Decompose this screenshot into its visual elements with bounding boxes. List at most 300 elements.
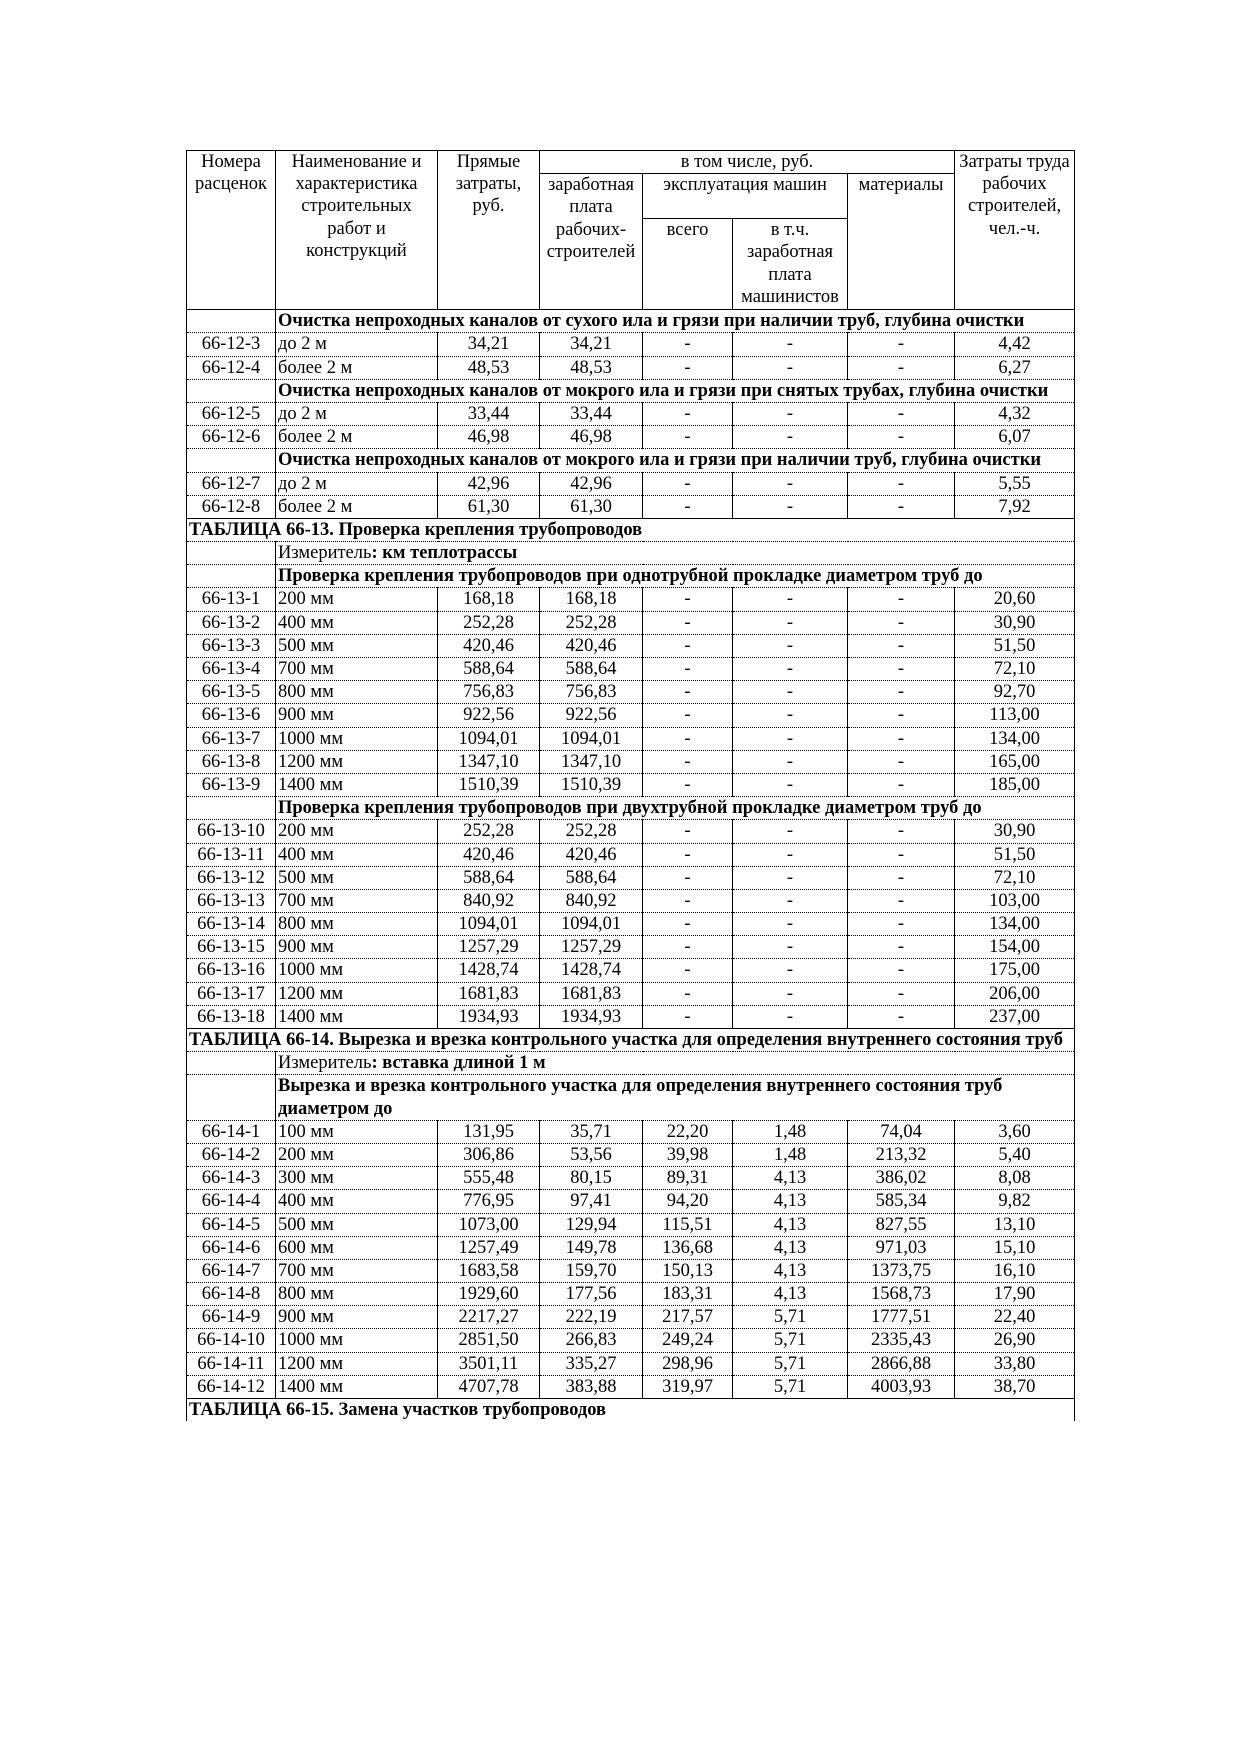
row-wages: 177,56	[540, 1283, 643, 1306]
row-direct: 4707,78	[438, 1375, 540, 1398]
row-labor: 134,00	[955, 913, 1075, 936]
row-code: 66-14-7	[187, 1259, 276, 1282]
row-name: 500 мм	[276, 1213, 438, 1236]
row-mach: -	[643, 889, 733, 912]
row-mach-wages: -	[733, 843, 848, 866]
measure-text	[276, 542, 1075, 565]
row-mach-wages: -	[733, 889, 848, 912]
row-code: 66-14-2	[187, 1143, 276, 1166]
row-direct: 1257,29	[438, 936, 540, 959]
row-direct: 588,64	[438, 658, 540, 681]
row-wages: 1681,83	[540, 982, 643, 1005]
row-name: 1000 мм	[276, 959, 438, 982]
row-name: 800 мм	[276, 681, 438, 704]
measure-label: Измеритель	[278, 543, 372, 564]
row-wages: 922,56	[540, 704, 643, 727]
row-name: 1200 мм	[276, 750, 438, 773]
row-mach-wages: -	[733, 866, 848, 889]
row-name: 400 мм	[276, 611, 438, 634]
table-header	[187, 151, 1075, 310]
row-labor: 165,00	[955, 750, 1075, 773]
row-name: 200 мм	[276, 588, 438, 611]
row-direct: 61,30	[438, 495, 540, 518]
header-machines-wages: в т.ч. заработная плата машинистов	[733, 219, 848, 310]
measure-value: : вставка длиной 1 м	[371, 1053, 546, 1074]
row-mach-wages: 5,71	[733, 1375, 848, 1398]
table-row	[187, 820, 1075, 843]
row-mach-wages: -	[733, 750, 848, 773]
row-labor: 72,10	[955, 658, 1075, 681]
section-heading-row	[187, 379, 1075, 402]
row-mach: -	[643, 588, 733, 611]
row-mach: -	[643, 1005, 733, 1028]
table-row	[187, 356, 1075, 379]
row-mach-wages: 1,48	[733, 1120, 848, 1143]
row-labor: 15,10	[955, 1236, 1075, 1259]
row-mach-wages: -	[733, 472, 848, 495]
row-wages: 1094,01	[540, 727, 643, 750]
row-code: 66-13-13	[187, 889, 276, 912]
row-name: 800 мм	[276, 1283, 438, 1306]
row-mach-wages: -	[733, 727, 848, 750]
row-materials: 971,03	[848, 1236, 955, 1259]
row-mach-wages: 1,48	[733, 1143, 848, 1166]
row-wages: 383,88	[540, 1375, 643, 1398]
row-mach-wages: -	[733, 773, 848, 796]
row-mach: -	[643, 495, 733, 518]
header-name: Наименование и характеристика строительных работ и конструкций	[276, 151, 438, 310]
row-mach: -	[643, 704, 733, 727]
section-title: Проверка крепления трубопроводов при однотрубной прокладке диаметром труб до	[276, 565, 1075, 588]
table-row	[187, 1190, 1075, 1213]
row-name: до 2 м	[276, 333, 438, 356]
measure-label: Измеритель	[278, 1053, 372, 1074]
row-code: 66-13-1	[187, 588, 276, 611]
row-code: 66-13-10	[187, 820, 276, 843]
row-code: 66-12-8	[187, 495, 276, 518]
row-direct: 306,86	[438, 1143, 540, 1166]
table-row	[187, 704, 1075, 727]
row-wages: 222,19	[540, 1306, 643, 1329]
row-code: 66-13-9	[187, 773, 276, 796]
row-name: 200 мм	[276, 820, 438, 843]
row-direct: 1929,60	[438, 1283, 540, 1306]
table-row	[187, 1167, 1075, 1190]
row-code: 66-14-8	[187, 1283, 276, 1306]
row-wages: 46,98	[540, 426, 643, 449]
table-row	[187, 426, 1075, 449]
section-title: Очистка непроходных каналов от мокрого ила и грязи при снятых трубах, глубина очистки	[276, 379, 1075, 402]
row-labor: 103,00	[955, 889, 1075, 912]
row-direct: 588,64	[438, 866, 540, 889]
section-code-blank	[187, 565, 276, 588]
table-row	[187, 1283, 1075, 1306]
section-title: Вырезка и врезка контрольного участка для определения внутреннего состояния труб диаметром до	[276, 1075, 1075, 1120]
row-mach: -	[643, 611, 733, 634]
row-mach-wages: -	[733, 982, 848, 1005]
row-direct: 3501,11	[438, 1352, 540, 1375]
row-labor: 51,50	[955, 843, 1075, 866]
row-wages: 149,78	[540, 1236, 643, 1259]
row-materials: -	[848, 843, 955, 866]
row-wages: 80,15	[540, 1167, 643, 1190]
row-direct: 2217,27	[438, 1306, 540, 1329]
row-mach: -	[643, 681, 733, 704]
row-wages: 97,41	[540, 1190, 643, 1213]
row-code: 66-14-9	[187, 1306, 276, 1329]
row-name: 1200 мм	[276, 1352, 438, 1375]
row-code: 66-14-1	[187, 1120, 276, 1143]
row-code: 66-14-12	[187, 1375, 276, 1398]
row-code: 66-13-11	[187, 843, 276, 866]
table-row	[187, 1259, 1075, 1282]
row-labor: 72,10	[955, 866, 1075, 889]
row-materials: 585,34	[848, 1190, 955, 1213]
row-labor: 26,90	[955, 1329, 1075, 1352]
row-name: 600 мм	[276, 1236, 438, 1259]
row-mach-wages: 4,13	[733, 1167, 848, 1190]
row-wages: 1510,39	[540, 773, 643, 796]
row-materials: -	[848, 773, 955, 796]
row-labor: 154,00	[955, 936, 1075, 959]
row-materials: 2335,43	[848, 1329, 955, 1352]
row-code: 66-12-3	[187, 333, 276, 356]
row-labor: 92,70	[955, 681, 1075, 704]
row-direct: 2851,50	[438, 1329, 540, 1352]
row-wages: 266,83	[540, 1329, 643, 1352]
table-row	[187, 1329, 1075, 1352]
header-machines: эксплуатация машин	[643, 174, 848, 219]
row-mach: -	[643, 356, 733, 379]
row-direct: 1681,83	[438, 982, 540, 1005]
section-heading-row	[187, 797, 1075, 820]
row-mach: -	[643, 658, 733, 681]
row-mach: -	[643, 333, 733, 356]
row-code: 66-12-7	[187, 472, 276, 495]
table-row	[187, 750, 1075, 773]
table-row	[187, 495, 1075, 518]
row-name: 1400 мм	[276, 773, 438, 796]
row-mach-wages: 4,13	[733, 1283, 848, 1306]
row-wages: 1347,10	[540, 750, 643, 773]
row-wages: 48,53	[540, 356, 643, 379]
row-mach-wages: -	[733, 402, 848, 425]
row-labor: 13,10	[955, 1213, 1075, 1236]
row-materials: -	[848, 588, 955, 611]
row-direct: 131,95	[438, 1120, 540, 1143]
measure-code-blank	[187, 542, 276, 565]
row-mach: 22,20	[643, 1120, 733, 1143]
row-code: 66-14-3	[187, 1167, 276, 1190]
row-code: 66-14-10	[187, 1329, 276, 1352]
section-heading-row	[187, 565, 1075, 588]
row-direct: 1073,00	[438, 1213, 540, 1236]
row-direct: 420,46	[438, 634, 540, 657]
row-materials: 4003,93	[848, 1375, 955, 1398]
row-materials: -	[848, 936, 955, 959]
row-mach-wages: 4,13	[733, 1259, 848, 1282]
row-mach-wages: -	[733, 1005, 848, 1028]
row-mach-wages: -	[733, 959, 848, 982]
row-mach-wages: 5,71	[733, 1352, 848, 1375]
measure-value: : км теплотрассы	[371, 543, 518, 564]
row-name: 900 мм	[276, 704, 438, 727]
row-wages: 34,21	[540, 333, 643, 356]
row-code: 66-14-4	[187, 1190, 276, 1213]
row-mach: 183,31	[643, 1283, 733, 1306]
row-code: 66-13-7	[187, 727, 276, 750]
row-name: 1200 мм	[276, 982, 438, 1005]
row-name: 900 мм	[276, 936, 438, 959]
section-title: Очистка непроходных каналов от мокрого ила и грязи при наличии труб, глубина очистки	[276, 449, 1075, 472]
row-wages: 588,64	[540, 866, 643, 889]
table-row	[187, 1120, 1075, 1143]
row-wages: 588,64	[540, 658, 643, 681]
table-row	[187, 866, 1075, 889]
row-materials: -	[848, 495, 955, 518]
row-labor: 3,60	[955, 1120, 1075, 1143]
table-row	[187, 889, 1075, 912]
table-body	[187, 310, 1075, 1422]
row-name: до 2 м	[276, 472, 438, 495]
row-labor: 30,90	[955, 820, 1075, 843]
row-mach: -	[643, 866, 733, 889]
table-row	[187, 634, 1075, 657]
row-name: 1000 мм	[276, 727, 438, 750]
row-name: 400 мм	[276, 843, 438, 866]
table-row	[187, 1306, 1075, 1329]
row-mach: 39,98	[643, 1143, 733, 1166]
row-mach: -	[643, 426, 733, 449]
row-materials: -	[848, 727, 955, 750]
row-labor: 8,08	[955, 1167, 1075, 1190]
row-direct: 252,28	[438, 820, 540, 843]
row-materials: 1568,73	[848, 1283, 955, 1306]
section-code-blank	[187, 449, 276, 472]
header-labor: Затраты труда рабочих строителей, чел.-ч.	[955, 151, 1075, 310]
header-machines-total: всего	[643, 219, 733, 310]
row-direct: 840,92	[438, 889, 540, 912]
row-code: 66-13-3	[187, 634, 276, 657]
row-wages: 840,92	[540, 889, 643, 912]
row-mach: 94,20	[643, 1190, 733, 1213]
table-row	[187, 402, 1075, 425]
row-materials: -	[848, 704, 955, 727]
row-code: 66-13-15	[187, 936, 276, 959]
price-table	[186, 150, 1075, 1421]
row-mach: -	[643, 843, 733, 866]
row-name: 800 мм	[276, 913, 438, 936]
table-row	[187, 773, 1075, 796]
table-row	[187, 472, 1075, 495]
row-materials: 386,02	[848, 1167, 955, 1190]
table-title-row	[187, 1399, 1075, 1422]
table-row	[187, 1143, 1075, 1166]
table-row	[187, 1236, 1075, 1259]
row-code: 66-13-2	[187, 611, 276, 634]
row-mach-wages: -	[733, 495, 848, 518]
section-heading-row	[187, 449, 1075, 472]
header-materials: материалы	[848, 174, 955, 310]
row-mach-wages: -	[733, 936, 848, 959]
section-title: Очистка непроходных каналов от сухого ила и грязи при наличии труб, глубина очистки	[276, 310, 1075, 333]
row-mach-wages: -	[733, 333, 848, 356]
measure-row	[187, 1052, 1075, 1075]
row-wages: 335,27	[540, 1352, 643, 1375]
row-labor: 185,00	[955, 773, 1075, 796]
row-code: 66-13-18	[187, 1005, 276, 1028]
row-materials: -	[848, 750, 955, 773]
measure-row	[187, 542, 1075, 565]
row-mach: 115,51	[643, 1213, 733, 1236]
row-code: 66-13-4	[187, 658, 276, 681]
table-row	[187, 588, 1075, 611]
table-title-row	[187, 518, 1075, 541]
table-title: ТАБЛИЦА 66-13. Проверка крепления трубопроводов	[187, 518, 1075, 541]
row-materials: -	[848, 634, 955, 657]
measure-code-blank	[187, 1052, 276, 1075]
row-materials: 213,32	[848, 1143, 955, 1166]
row-materials: -	[848, 681, 955, 704]
row-code: 66-12-5	[187, 402, 276, 425]
row-code: 66-14-5	[187, 1213, 276, 1236]
row-name: более 2 м	[276, 356, 438, 379]
row-labor: 33,80	[955, 1352, 1075, 1375]
row-materials: 74,04	[848, 1120, 955, 1143]
row-materials: -	[848, 426, 955, 449]
header-wages: заработная плата рабочих-строителей	[540, 174, 643, 310]
row-wages: 33,44	[540, 402, 643, 425]
row-direct: 1094,01	[438, 913, 540, 936]
row-mach: 150,13	[643, 1259, 733, 1282]
row-mach: -	[643, 402, 733, 425]
row-direct: 46,98	[438, 426, 540, 449]
section-code-blank	[187, 310, 276, 333]
section-title: Проверка крепления трубопроводов при двухтрубной прокладке диаметром труб до	[276, 797, 1075, 820]
row-materials: -	[848, 402, 955, 425]
row-mach: 319,97	[643, 1375, 733, 1398]
row-code: 66-13-6	[187, 704, 276, 727]
row-direct: 1510,39	[438, 773, 540, 796]
table-row	[187, 1375, 1075, 1398]
section-code-blank	[187, 379, 276, 402]
row-mach-wages: 4,13	[733, 1190, 848, 1213]
row-name: 700 мм	[276, 889, 438, 912]
row-name: 1400 мм	[276, 1005, 438, 1028]
row-materials: -	[848, 959, 955, 982]
row-materials: -	[848, 472, 955, 495]
row-mach: -	[643, 820, 733, 843]
row-code: 66-14-11	[187, 1352, 276, 1375]
table-row	[187, 913, 1075, 936]
table-row	[187, 843, 1075, 866]
row-direct: 555,48	[438, 1167, 540, 1190]
row-mach-wages: -	[733, 658, 848, 681]
row-direct: 48,53	[438, 356, 540, 379]
row-mach: -	[643, 773, 733, 796]
row-labor: 5,55	[955, 472, 1075, 495]
row-materials: -	[848, 611, 955, 634]
row-mach-wages: -	[733, 588, 848, 611]
table-row	[187, 658, 1075, 681]
table-row	[187, 959, 1075, 982]
table-row	[187, 936, 1075, 959]
row-wages: 1934,93	[540, 1005, 643, 1028]
row-wages: 1094,01	[540, 913, 643, 936]
row-mach: -	[643, 936, 733, 959]
row-mach-wages: -	[733, 634, 848, 657]
measure-text	[276, 1052, 1075, 1075]
row-name: 700 мм	[276, 1259, 438, 1282]
table-row	[187, 681, 1075, 704]
table-title-row	[187, 1029, 1075, 1052]
section-heading-row	[187, 310, 1075, 333]
row-wages: 61,30	[540, 495, 643, 518]
row-materials: -	[848, 1005, 955, 1028]
table-row	[187, 333, 1075, 356]
row-code: 66-12-4	[187, 356, 276, 379]
row-code: 66-13-17	[187, 982, 276, 1005]
row-name: 900 мм	[276, 1306, 438, 1329]
header-code: Номера расценок	[187, 151, 276, 310]
section-code-blank	[187, 1075, 276, 1120]
row-code: 66-13-14	[187, 913, 276, 936]
row-name: 1000 мм	[276, 1329, 438, 1352]
row-materials: 1777,51	[848, 1306, 955, 1329]
row-direct: 1428,74	[438, 959, 540, 982]
row-materials: -	[848, 658, 955, 681]
row-labor: 113,00	[955, 704, 1075, 727]
row-direct: 922,56	[438, 704, 540, 727]
row-mach: -	[643, 959, 733, 982]
row-mach-wages: -	[733, 820, 848, 843]
row-labor: 5,40	[955, 1143, 1075, 1166]
row-materials: -	[848, 866, 955, 889]
row-labor: 9,82	[955, 1190, 1075, 1213]
row-materials: 2866,88	[848, 1352, 955, 1375]
row-code: 66-13-12	[187, 866, 276, 889]
row-mach: 89,31	[643, 1167, 733, 1190]
price-table-page	[186, 150, 1074, 1421]
row-name: 500 мм	[276, 634, 438, 657]
table-row	[187, 1352, 1075, 1375]
table-row	[187, 1005, 1075, 1028]
row-mach-wages: -	[733, 356, 848, 379]
row-name: 1400 мм	[276, 1375, 438, 1398]
row-mach: 249,24	[643, 1329, 733, 1352]
row-labor: 51,50	[955, 634, 1075, 657]
section-code-blank	[187, 797, 276, 820]
row-mach: -	[643, 727, 733, 750]
row-direct: 1094,01	[438, 727, 540, 750]
row-mach-wages: 4,13	[733, 1236, 848, 1259]
row-labor: 16,10	[955, 1259, 1075, 1282]
row-mach: -	[643, 634, 733, 657]
row-direct: 1934,93	[438, 1005, 540, 1028]
row-mach: 298,96	[643, 1352, 733, 1375]
row-materials: -	[848, 820, 955, 843]
row-materials: -	[848, 889, 955, 912]
row-name: 500 мм	[276, 866, 438, 889]
row-materials: 1373,75	[848, 1259, 955, 1282]
row-labor: 237,00	[955, 1005, 1075, 1028]
row-direct: 252,28	[438, 611, 540, 634]
row-mach: -	[643, 913, 733, 936]
table-row	[187, 727, 1075, 750]
row-mach: -	[643, 472, 733, 495]
row-materials: -	[848, 913, 955, 936]
row-wages: 252,28	[540, 820, 643, 843]
